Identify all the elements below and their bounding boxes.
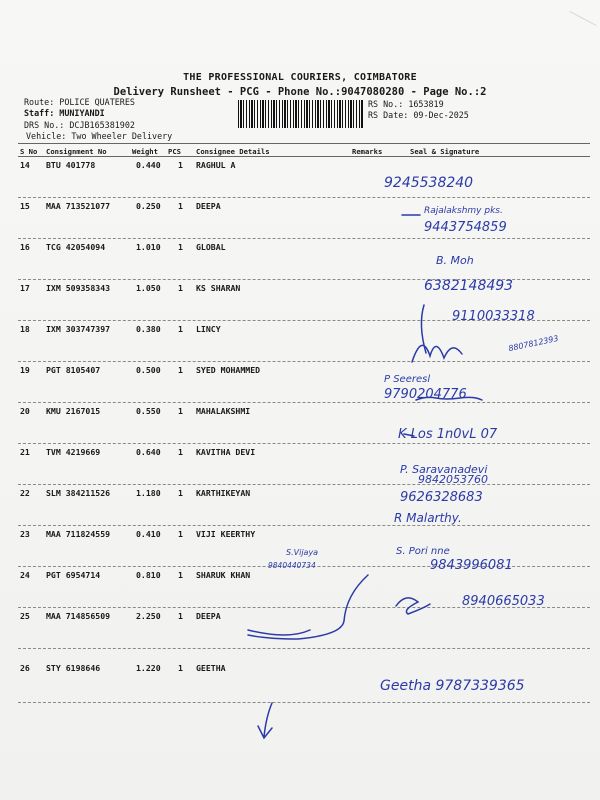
handwritten-sign-row23b: S. Pori nne (396, 546, 450, 557)
row-weight: 1.010 (136, 242, 161, 252)
row-weight: 1.220 (136, 663, 161, 673)
row-consignment: TCG 42054094 (46, 242, 106, 252)
row-consignment: IXM 509358343 (46, 283, 111, 293)
table-row (18, 444, 590, 485)
row-sno: 21 (20, 447, 30, 457)
row-pcs: 1 (178, 324, 183, 334)
row-pcs: 1 (178, 663, 183, 673)
row-consignee: VIJI KEERTHY (196, 529, 256, 539)
runsheet-title: Delivery Runsheet - PCG - Phone No.:9047080280 - Page No.:2 (113, 86, 487, 98)
route-label: Route: POLICE QUATERES (24, 97, 135, 107)
row-consignment: MAA 711824559 (46, 529, 111, 539)
handwritten-sign-row26: Geetha 9787339365 (380, 678, 525, 694)
col-consignment-header: Consignment No (46, 147, 107, 156)
row-sno: 18 (20, 324, 30, 334)
drs-number: DRS No.: DCJB165381902 (24, 120, 135, 130)
row-consignment: MAA 713521077 (46, 201, 111, 211)
handwritten-phone-row24: 8940665033 (462, 594, 545, 609)
handwritten-sign-row23: S.Vijaya (286, 548, 319, 557)
handwritten-phone-row18: 8807812393 (507, 333, 560, 354)
row-weight: 0.250 (136, 201, 161, 211)
row-sno: 20 (20, 406, 30, 416)
table-row (18, 239, 590, 280)
row-weight: 0.810 (136, 570, 161, 580)
col-sno-header: S No (20, 147, 38, 156)
row-consignee: GEETHA (196, 663, 226, 673)
row-consignee: SYED MOHAMMED (196, 365, 261, 375)
vehicle-label: Vehicle: Two Wheeler Delivery (26, 131, 173, 141)
row-consignee: DEEPA (196, 611, 221, 621)
handwritten-sign-row16: B. Moh (436, 254, 474, 267)
row-consignment: PGT 6954714 (46, 570, 101, 580)
row-consignee: KARTHIKEYAN (196, 488, 251, 498)
row-sno: 23 (20, 529, 30, 539)
row-pcs: 1 (178, 488, 183, 498)
handwritten-phone-row23b: 9843996081 (430, 558, 513, 573)
row-pcs: 1 (178, 283, 183, 293)
row-weight: 2.250 (136, 611, 161, 621)
row-pcs: 1 (178, 242, 183, 252)
row-sno: 14 (20, 160, 30, 170)
handwritten-phone-row22: 9626328683 (400, 490, 483, 505)
row-consignee: MAHALAKSHMI (196, 406, 251, 416)
row-sno: 26 (20, 663, 30, 673)
row-sno: 16 (20, 242, 30, 252)
row-sno: 24 (20, 570, 30, 580)
row-sno: 22 (20, 488, 30, 498)
row-consignment: MAA 714856509 (46, 611, 111, 621)
row-weight: 0.640 (136, 447, 161, 457)
row-sno: 15 (20, 201, 30, 211)
row-pcs: 1 (178, 529, 183, 539)
row-consignment: KMU 2167015 (46, 406, 101, 416)
row-weight: 0.440 (136, 160, 161, 170)
row-weight: 0.550 (136, 406, 161, 416)
handwritten-sign-row20: K Los 1n0vL 07 (398, 427, 498, 442)
handwritten-sign-row15: Rajalakshmy pks. (424, 206, 503, 216)
row-pcs: 1 (178, 201, 183, 211)
table-row (18, 157, 590, 198)
handwritten-phone-row17: 9110033318 (452, 309, 535, 324)
row-pcs: 1 (178, 447, 183, 457)
handwritten-phone-row23: 9840440734 (268, 561, 316, 570)
row-consignment: SLM 384211526 (46, 488, 111, 498)
handwritten-sign-row19: P Seeresl (384, 374, 431, 385)
col-remarks-header: Remarks (352, 147, 383, 156)
row-consignment: STY 6198646 (46, 663, 101, 673)
col-consignee-header: Consignee Details (196, 147, 270, 156)
scan-artifact (570, 11, 597, 26)
row-consignee: RAGHUL A (196, 160, 236, 170)
rs-date: RS Date: 09-Dec-2025 (368, 110, 469, 120)
row-consignment: BTU 401778 (46, 160, 96, 170)
staff-label: Staff: MUNIYANDI (24, 108, 105, 118)
rs-number: RS No.: 1653819 (368, 99, 444, 109)
col-weight-header: Weight (132, 147, 158, 156)
row-consignee: KAVITHA DEVI (196, 447, 256, 457)
handwritten-phone-row21: 9842053760 (418, 473, 488, 486)
row-pcs: 1 (178, 365, 183, 375)
row-weight: 0.410 (136, 529, 161, 539)
row-divider (18, 702, 590, 703)
row-pcs: 1 (178, 160, 183, 170)
row-consignee: KS SHARAN (196, 283, 241, 293)
table-row (18, 485, 590, 526)
row-sno: 25 (20, 611, 30, 621)
table-row (18, 403, 590, 444)
col-pcs-header: PCS (168, 147, 181, 156)
table-row (18, 649, 590, 703)
table-row (18, 362, 590, 403)
row-weight: 1.050 (136, 283, 161, 293)
row-consignment: IXM 303747397 (46, 324, 111, 334)
handwritten-phone-row19: 9790204776 (384, 387, 467, 402)
header-rule-top (18, 143, 590, 144)
table-row (18, 321, 590, 362)
barcode-image (238, 100, 364, 128)
row-consignee: LINCY (196, 324, 221, 334)
col-seal-header: Seal & Signature (410, 147, 480, 156)
handwritten-sign-row22: R Malarthy. (394, 511, 462, 525)
row-sno: 17 (20, 283, 30, 293)
row-consignment: TVM 4219669 (46, 447, 101, 457)
table-row (18, 608, 590, 649)
row-consignee: DEEPA (196, 201, 221, 211)
row-weight: 1.180 (136, 488, 161, 498)
row-consignee: GLOBAL (196, 242, 226, 252)
row-weight: 0.380 (136, 324, 161, 334)
row-pcs: 1 (178, 611, 183, 621)
handwritten-phone-row15: 9443754859 (424, 220, 507, 235)
row-consignment: PGT 8105407 (46, 365, 101, 375)
row-pcs: 1 (178, 406, 183, 416)
row-consignee: SHARUK KHAN (196, 570, 251, 580)
handwritten-sign-row21: P. Saravanadevi (400, 463, 488, 476)
handwritten-sign-row14: 9245538240 (384, 175, 474, 191)
handwritten-phone-row16: 6382148493 (424, 278, 514, 294)
row-weight: 0.500 (136, 365, 161, 375)
row-sno: 19 (20, 365, 30, 375)
row-pcs: 1 (178, 570, 183, 580)
company-name: THE PROFESSIONAL COURIERS, COIMBATORE (183, 72, 417, 83)
